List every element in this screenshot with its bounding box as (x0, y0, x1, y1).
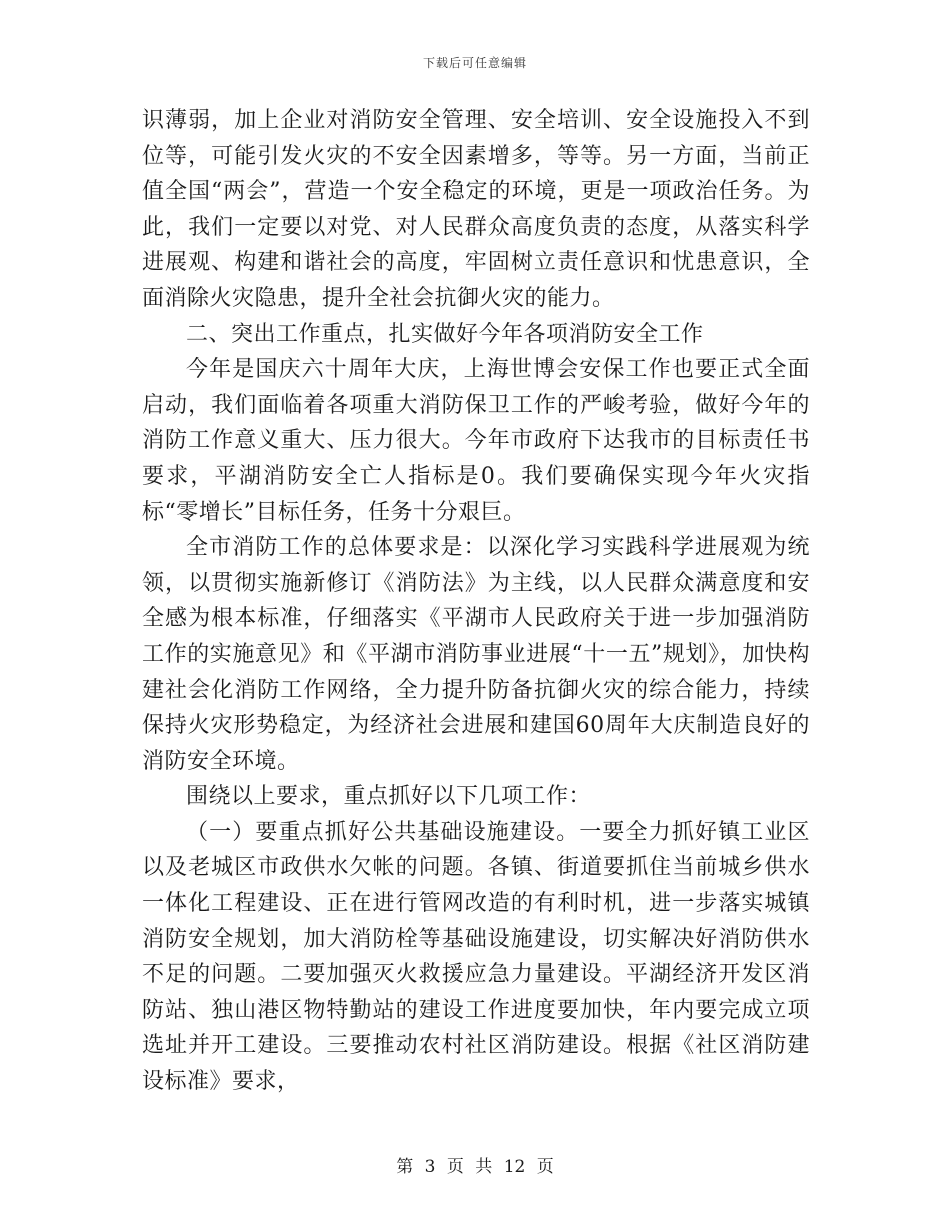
page-number: 第 3 页 共 12 页 (396, 1157, 554, 1177)
document-body (142, 103, 810, 1100)
paragraph: 围绕以上要求，重点抓好以下几项工作： (186, 784, 592, 810)
paragraph: 全市消防工作的总体要求是：以深化学习实践科学进展观为统领，以贯彻实施新修订《消防法》为主线，以人民群众满意度和安全感为根本标准，仔细落实《平湖市人民政府关于进一步加强消防工作的实施意见》和《平湖市消防事业进展“十一五”规划》，加快构建社会化消防工作网络，全力提升防备抗御火灾的综合能力，持续保持火灾形势稳定，为经济社会进展和建国60周年大庆制造良好的消防安全环境。 (142, 535, 810, 774)
section-heading: 二、突出工作重点，扎实做好今年各项消防安全工作 (186, 321, 704, 347)
paragraph: （一）要重点抓好公共基础设施建设。一要全力抓好镇工业区以及老城区市政供水欠帐的问题。各镇、街道要抓住当前城乡供水一体化工程建设、正在进行管网改造的有利时机，进一步落实城镇消防安全规划，加大消防栓等基础设施建设，切实解决好消防供水不足的问题。二要加强灭火救援应急力量建设。平湖经济开发区消防站、独山港区物特勤站的建设工作进度要加快，年内要完成立项选址并开工建设。三要推动农村社区消防建设。根据《社区消防建设标准》要求， (142, 819, 810, 1095)
paragraph: 今年是国庆六十周年大庆，上海世博会安保工作也要正式全面启动，我们面临着各项重大消防保卫工作的严峻考验，做好今年的消防工作意义重大、压力很大。今年市政府下达我市的目标责任书要求，平湖消防安全亡人指标是0。我们要确保实现今年火灾指标“零增长”目标任务，任务十分艰巨。 (142, 357, 810, 525)
paragraph-continuation: 识薄弱，加上企业对消防安全管理、安全培训、安全设施投入不到位等，可能引发火灾的不安全因素增多，等等。另一方面，当前正值全国“两会”，营造一个安全稳定的环境，更是一项政治任务。为此，我们一定要以对党、对人民群众高度负责的态度，从落实科学进展观、构建和谐社会的高度，牢固树立责任意识和忧患意识，全面消除火灾隐患，提升全社会抗御火灾的能力。 (142, 108, 810, 311)
page-header-note: 下载后可任意编辑 (422, 56, 527, 70)
